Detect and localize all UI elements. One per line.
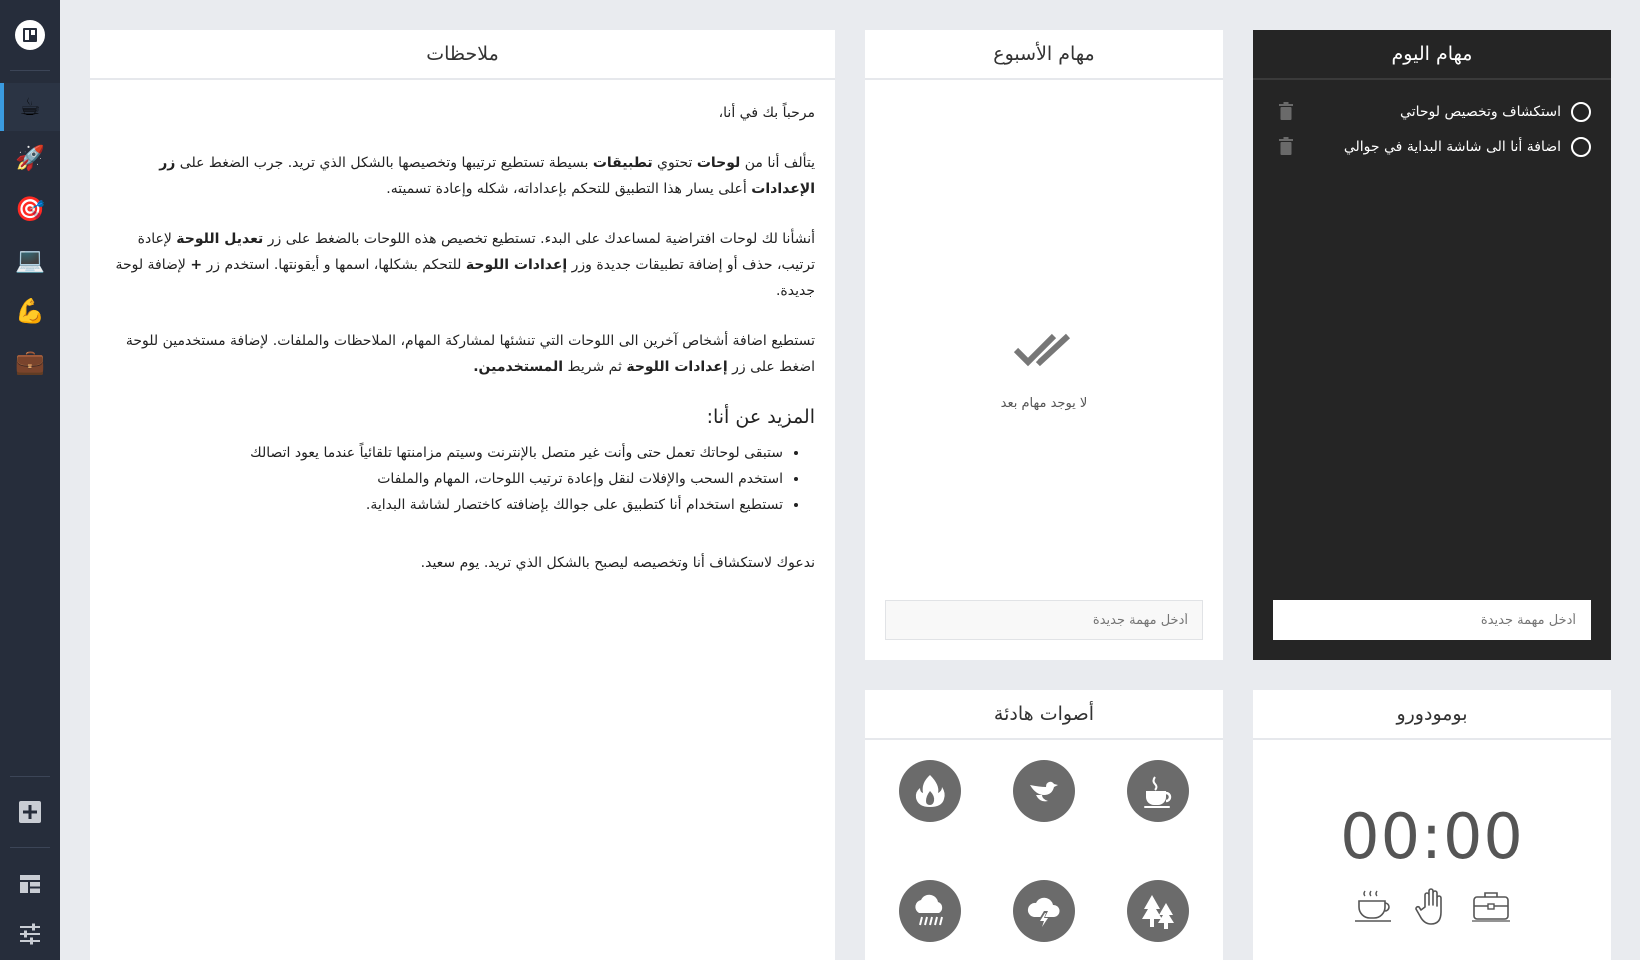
layout-icon [18, 872, 42, 896]
delete-task-button[interactable] [1279, 102, 1293, 124]
sound-birds-button[interactable] [1013, 760, 1075, 822]
empty-state-text: لا يوجد مهام بعد [1000, 396, 1088, 411]
task-checkbox[interactable] [1571, 102, 1591, 122]
hand-stop-icon [1415, 887, 1449, 925]
week-tasks-panel [865, 30, 1223, 660]
edit-board-layout-button[interactable] [18, 872, 42, 896]
notes-closing: ندعوك لاستكشاف أنا وتخصيصه ليصبح بالشكل الذي تريد. يوم سعيد. [420, 555, 815, 571]
sidebar-board-biceps[interactable] [0, 287, 60, 335]
notes-paragraph-2: أنشأنا لك لوحات افتراضية لمساعدك على البدء. تستطيع تخصيص هذه اللوحات بالضغط على زر تعديل اللوحة لإعادة ترتيب، حذف أو إضافة تطبيقات جديدة وزر إعدادات اللوحة للتحكم بشكلها، اسمها و أيقونتها. استخدم زر + لإضافة لوحة جديدة. [115, 231, 815, 299]
sidebar [0, 0, 60, 960]
rocket-icon: 🚀 [15, 144, 45, 172]
coffee-cup-icon [1138, 771, 1178, 811]
week-new-task-input[interactable] [885, 600, 1203, 640]
list-item[interactable] [1273, 135, 1591, 159]
task-text[interactable]: استكشاف وتخصيص لوحاتي [1400, 104, 1561, 120]
sidebar-board-target[interactable] [0, 185, 60, 233]
coffee-icon: ☕ [19, 93, 41, 121]
sidebar-board-laptop[interactable] [0, 236, 60, 284]
pomodoro-panel [1253, 690, 1611, 960]
today-tasks-title: مهام اليوم [1253, 30, 1611, 80]
calm-sounds-panel [865, 690, 1223, 960]
laptop-icon: 💻 [15, 246, 45, 274]
briefcase-icon: 💼 [15, 348, 45, 376]
sound-forest-button[interactable] [1127, 880, 1189, 942]
empty-state [865, 330, 1223, 411]
sidebar-divider [10, 70, 50, 71]
trash-icon [1279, 137, 1293, 155]
notes-more-heading: المزيد عن أنا: [706, 406, 815, 428]
sound-thunderstorm-button[interactable] [1013, 880, 1075, 942]
notes-paragraph-3: تستطيع اضافة أشخاص آخرين الى اللوحات التي تنشئها لمشاركة المهام، الملاحظات والملفات. لإضافة مستخدمين للوحة اضغط على زر إعدادات اللوحة ثم شريط المستخدمين. [125, 333, 815, 375]
delete-task-button[interactable] [1279, 137, 1293, 159]
notes-editor[interactable] [90, 80, 835, 576]
trash-icon [1279, 102, 1293, 120]
sidebar-board-coffee[interactable] [0, 83, 60, 131]
forest-icon [1138, 891, 1178, 931]
bird-icon [1024, 771, 1064, 811]
sound-fire-button[interactable] [899, 760, 961, 822]
list-item: • تستطيع استخدام أنا كتطبيق على جوالك بإضافته كاختصار لشاشة البداية. [110, 492, 783, 518]
sidebar-board-rocket[interactable] [0, 134, 60, 182]
pomodoro-title: بومودورو [1253, 690, 1611, 740]
list-item[interactable] [1273, 100, 1591, 124]
stop-button[interactable] [1412, 886, 1452, 926]
week-tasks-title: مهام الأسبوع [865, 30, 1223, 80]
calm-sounds-title: أصوات هادئة [865, 690, 1223, 740]
sidebar-board-briefcase[interactable] [0, 338, 60, 386]
rain-icon [910, 891, 950, 931]
today-new-task-input[interactable] [1273, 600, 1591, 640]
sound-rain-button[interactable] [899, 880, 961, 942]
sliders-icon [18, 922, 42, 946]
task-checkbox[interactable] [1571, 137, 1591, 157]
start-break-button[interactable] [1353, 886, 1393, 926]
task-text[interactable]: اضافة أنا الى شاشة البداية في جوالي [1343, 139, 1561, 155]
briefcase-outline-icon [1472, 889, 1510, 923]
add-board-button[interactable] [18, 800, 42, 824]
notes-welcome: مرحباً بك في أنا، [718, 105, 815, 121]
notes-paragraph-1: يتألف أنا من لوحات تحتوي تطبيقات بسيطة تستطيع ترتيبها وتخصيصها بالشكل الذي تريد. جرب الضغط على زر الإعدادات أعلى يسار هذا التطبيق للتحكم بإعداداته، شكله وإعادة تسميته. [159, 155, 815, 197]
double-check-icon [1012, 330, 1076, 370]
notes-bullet-list [110, 440, 815, 518]
list-item: • ستبقى لوحاتك تعمل حتى وأنت غير متصل بالإنترنت وسيتم مزامنتها تلقائياً عندما يعود اتصالك [110, 440, 783, 466]
plus-icon [18, 800, 42, 824]
sound-coffee-shop-button[interactable] [1127, 760, 1189, 822]
notes-panel [90, 30, 835, 960]
list-item: • استخدم السحب والإفلات لنقل وإعادة ترتيب اللوحات، المهام والملفات [110, 466, 783, 492]
flexed-biceps-icon: 💪 [15, 297, 45, 325]
board-settings-button[interactable] [18, 922, 42, 946]
fire-icon [910, 771, 950, 811]
board-logo-icon[interactable] [15, 20, 45, 50]
notes-title: ملاحظات [90, 30, 835, 80]
start-work-button[interactable] [1471, 886, 1511, 926]
target-icon: 🎯 [15, 195, 45, 223]
today-tasks-panel [1253, 30, 1611, 660]
coffee-break-icon [1354, 889, 1392, 923]
sidebar-divider [10, 776, 50, 777]
pomodoro-timer: 00:00 [1340, 800, 1524, 873]
sidebar-divider [10, 847, 50, 848]
thunderstorm-icon [1024, 891, 1064, 931]
